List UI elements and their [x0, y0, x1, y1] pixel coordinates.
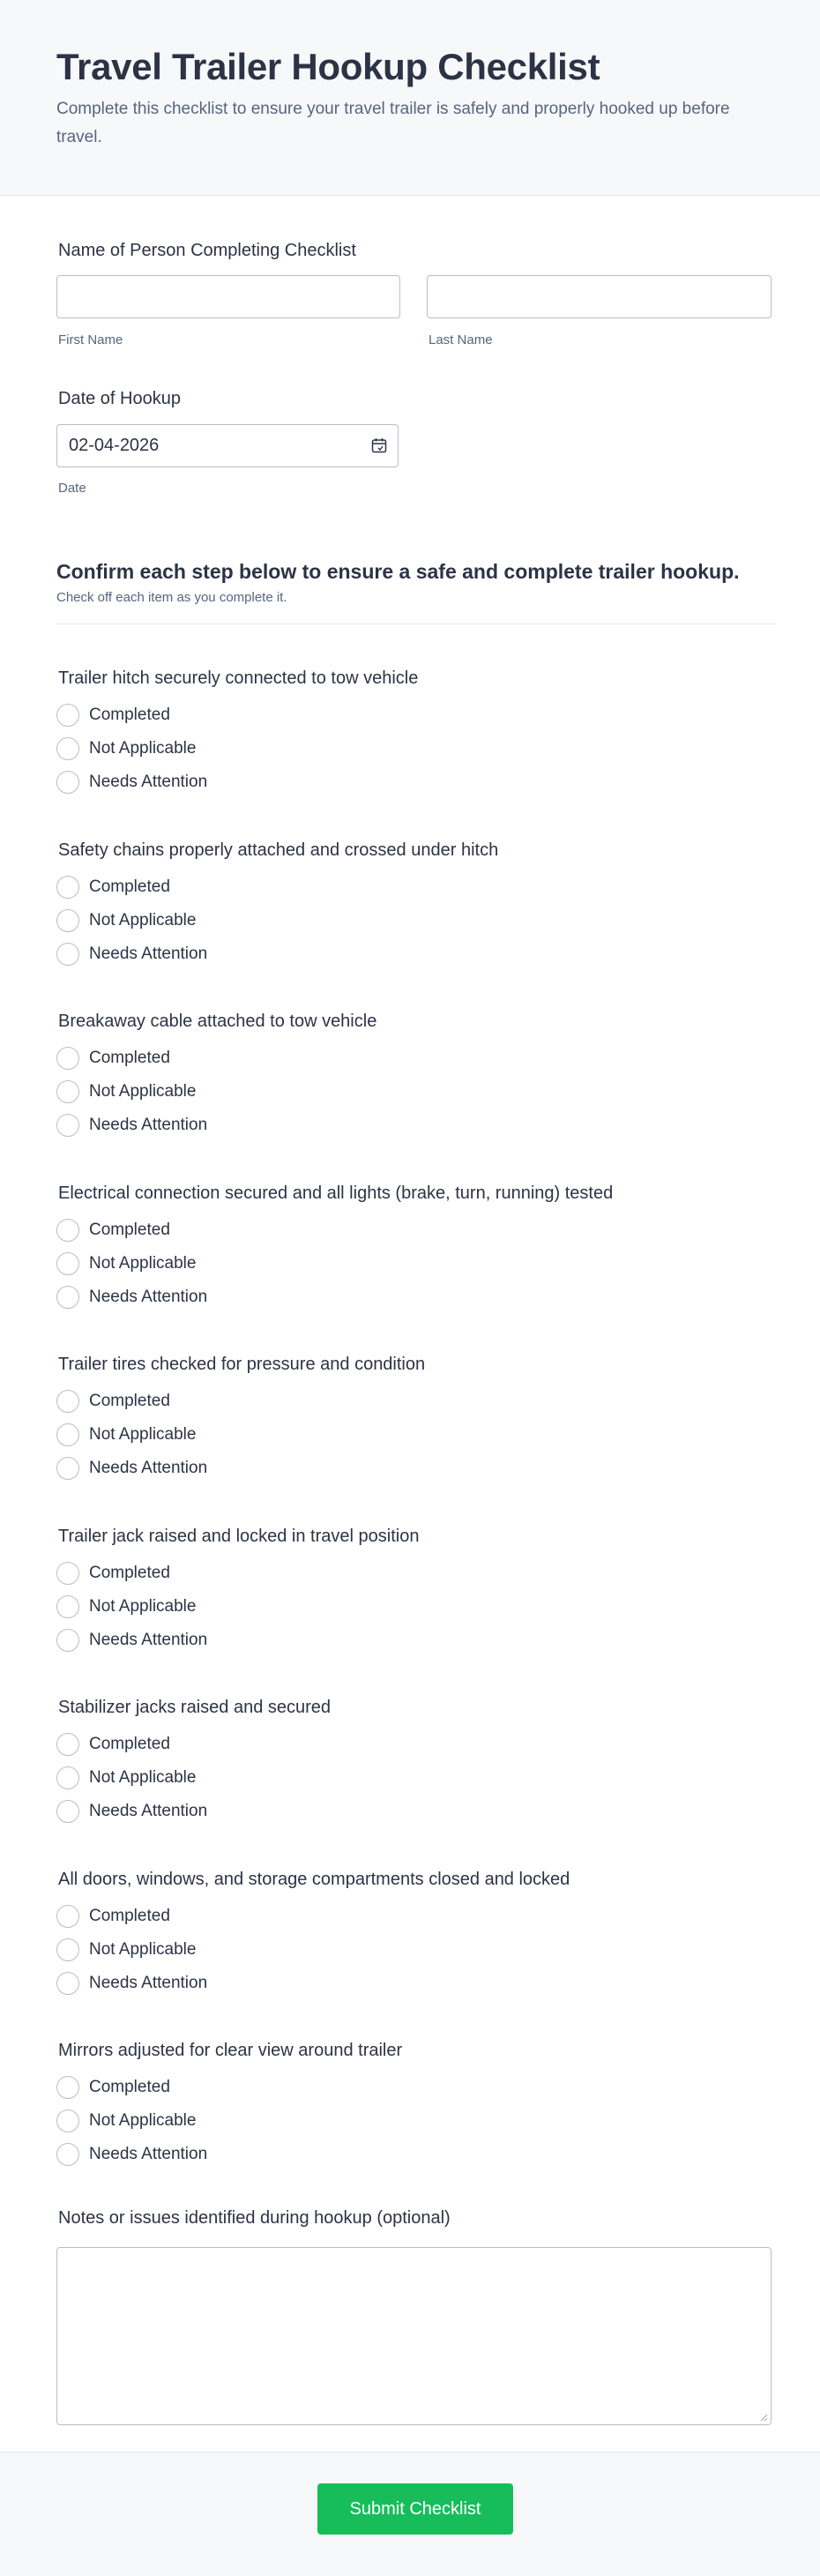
form-title: Travel Trailer Hookup Checklist: [56, 46, 600, 87]
section-subheading: Check off each item as you complete it.: [56, 590, 287, 605]
radio-option[interactable]: [56, 1904, 170, 1929]
radio-button[interactable]: [56, 771, 79, 794]
radio-option[interactable]: [56, 1938, 196, 1962]
radio-option[interactable]: [56, 1971, 207, 1996]
radio-option-label: Needs Attention: [89, 1116, 208, 1134]
radio-button[interactable]: [56, 1972, 79, 1995]
radio-button[interactable]: [56, 1390, 79, 1413]
radio-option[interactable]: [56, 1422, 196, 1447]
radio-option[interactable]: [56, 1389, 170, 1414]
section-heading: Confirm each step below to ensure a safe and complete trailer hookup.: [56, 560, 740, 583]
radio-option-label: Needs Attention: [89, 2145, 208, 2163]
radio-option-label: Completed: [89, 1049, 170, 1067]
radio-option[interactable]: [56, 1218, 170, 1243]
section-divider: [56, 623, 776, 624]
radio-option-label: Not Applicable: [89, 1940, 197, 1959]
checklist-question: [0, 839, 820, 980]
radio-option[interactable]: [56, 875, 170, 900]
submit-button[interactable]: Submit Checklist: [317, 2483, 513, 2535]
radio-option[interactable]: [56, 942, 207, 967]
radio-option-label: Needs Attention: [89, 1459, 208, 1477]
question-label: All doors, windows, and storage compartments closed and locked: [58, 1870, 570, 1889]
question-label: Trailer hitch securely connected to tow vehicle: [58, 668, 419, 688]
radio-option[interactable]: [56, 2142, 207, 2167]
question-label: Breakaway cable attached to tow vehicle: [58, 1012, 377, 1031]
radio-button[interactable]: [56, 1595, 79, 1618]
radio-option-label: Not Applicable: [89, 739, 197, 758]
radio-button[interactable]: [56, 1080, 79, 1103]
radio-option-label: Needs Attention: [89, 1288, 208, 1306]
radio-button[interactable]: [56, 1766, 79, 1789]
radio-option[interactable]: [56, 1456, 207, 1481]
resize-grip-icon[interactable]: [759, 2413, 768, 2422]
radio-button[interactable]: [56, 1252, 79, 1275]
radio-option-label: Completed: [89, 706, 170, 724]
calendar-icon[interactable]: [371, 437, 387, 453]
radio-option-label: Not Applicable: [89, 1768, 197, 1787]
radio-option[interactable]: [56, 1594, 196, 1619]
radio-option-label: Not Applicable: [89, 2111, 197, 2130]
first-name-input[interactable]: [56, 275, 400, 318]
radio-button[interactable]: [56, 1219, 79, 1242]
checklist-question: [0, 1182, 820, 1323]
radio-option-label: Completed: [89, 1221, 170, 1239]
date-input[interactable]: [56, 424, 399, 467]
radio-button[interactable]: [56, 2143, 79, 2166]
checklist-question: [0, 1010, 820, 1151]
date-value: 02-04-2026: [69, 436, 160, 455]
radio-option[interactable]: [56, 1046, 170, 1071]
radio-option-label: Not Applicable: [89, 1254, 197, 1273]
radio-button[interactable]: [56, 737, 79, 760]
radio-option[interactable]: [56, 1799, 207, 1824]
last-name-input[interactable]: [427, 275, 772, 318]
radio-button[interactable]: [56, 943, 79, 966]
radio-button[interactable]: [56, 2109, 79, 2132]
radio-option[interactable]: [56, 1561, 170, 1586]
radio-option[interactable]: [56, 1113, 207, 1138]
radio-option[interactable]: [56, 1079, 196, 1104]
radio-option-label: Needs Attention: [89, 945, 208, 963]
checklist-question: [0, 2039, 820, 2180]
checklist-question: [0, 1353, 820, 1494]
radio-button[interactable]: [56, 1629, 79, 1652]
radio-button[interactable]: [56, 2076, 79, 2099]
radio-button[interactable]: [56, 1733, 79, 1756]
notes-textarea[interactable]: [56, 2247, 772, 2425]
question-label: Trailer jack raised and locked in travel position: [58, 1527, 420, 1546]
question-label: Trailer tires checked for pressure and condition: [58, 1355, 426, 1374]
radio-option-label: Completed: [89, 1392, 170, 1410]
radio-button[interactable]: [56, 1047, 79, 1070]
radio-button[interactable]: [56, 1114, 79, 1137]
radio-button[interactable]: [56, 1938, 79, 1961]
radio-option-label: Completed: [89, 1564, 170, 1582]
radio-option[interactable]: [56, 703, 170, 728]
radio-button[interactable]: [56, 1423, 79, 1446]
radio-option-label: Completed: [89, 2078, 170, 2096]
radio-option[interactable]: [56, 2109, 196, 2133]
notes-field-label: Notes or issues identified during hookup (optional): [58, 2208, 451, 2228]
radio-option-label: Needs Attention: [89, 1631, 208, 1649]
checklist-question: [0, 667, 820, 808]
radio-button[interactable]: [56, 876, 79, 899]
radio-option[interactable]: [56, 1251, 196, 1276]
radio-button[interactable]: [56, 1800, 79, 1823]
question-label: Safety chains properly attached and crossed under hitch: [58, 840, 499, 860]
radio-option-label: Completed: [89, 1907, 170, 1925]
radio-button[interactable]: [56, 1562, 79, 1585]
question-label: Stabilizer jacks raised and secured: [58, 1698, 332, 1717]
radio-option[interactable]: [56, 2075, 170, 2100]
radio-option-label: Needs Attention: [89, 1802, 208, 1820]
radio-option[interactable]: [56, 908, 196, 933]
radio-button[interactable]: [56, 1457, 79, 1480]
form-footer: [0, 2452, 820, 2576]
checklist-question: [0, 1868, 820, 2009]
radio-button[interactable]: [56, 704, 79, 727]
radio-option[interactable]: [56, 770, 207, 795]
radio-button[interactable]: [56, 1286, 79, 1309]
checklist-question: [0, 1696, 820, 1837]
radio-option-label: Completed: [89, 877, 170, 896]
date-sublabel: Date: [58, 481, 86, 496]
radio-button[interactable]: [56, 1905, 79, 1928]
radio-option-label: Not Applicable: [89, 1082, 197, 1101]
radio-option[interactable]: [56, 1628, 207, 1653]
question-label: Mirrors adjusted for clear view around trailer: [58, 2041, 403, 2060]
first-name-sublabel: First Name: [58, 332, 123, 347]
radio-option[interactable]: [56, 1732, 170, 1757]
last-name-sublabel: Last Name: [429, 332, 493, 347]
radio-button[interactable]: [56, 909, 79, 932]
form-header: [0, 0, 820, 196]
radio-option-label: Needs Attention: [89, 1974, 208, 1992]
radio-option-label: Not Applicable: [89, 1425, 197, 1444]
form-subtitle: Complete this checklist to ensure your travel trailer is safely and properly hooked up before travel.: [56, 100, 730, 146]
name-field-label: Name of Person Completing Checklist: [58, 241, 356, 260]
question-label: Electrical connection secured and all lights (brake, turn, running) tested: [58, 1183, 614, 1203]
radio-option[interactable]: [56, 1285, 207, 1310]
radio-option-label: Not Applicable: [89, 911, 197, 930]
checklist-question: [0, 1525, 820, 1666]
radio-option-label: Needs Attention: [89, 773, 208, 791]
radio-option[interactable]: [56, 736, 196, 761]
radio-option-label: Completed: [89, 1735, 170, 1753]
radio-option[interactable]: [56, 1766, 196, 1790]
radio-option-label: Not Applicable: [89, 1597, 197, 1616]
date-field-label: Date of Hookup: [58, 389, 181, 408]
